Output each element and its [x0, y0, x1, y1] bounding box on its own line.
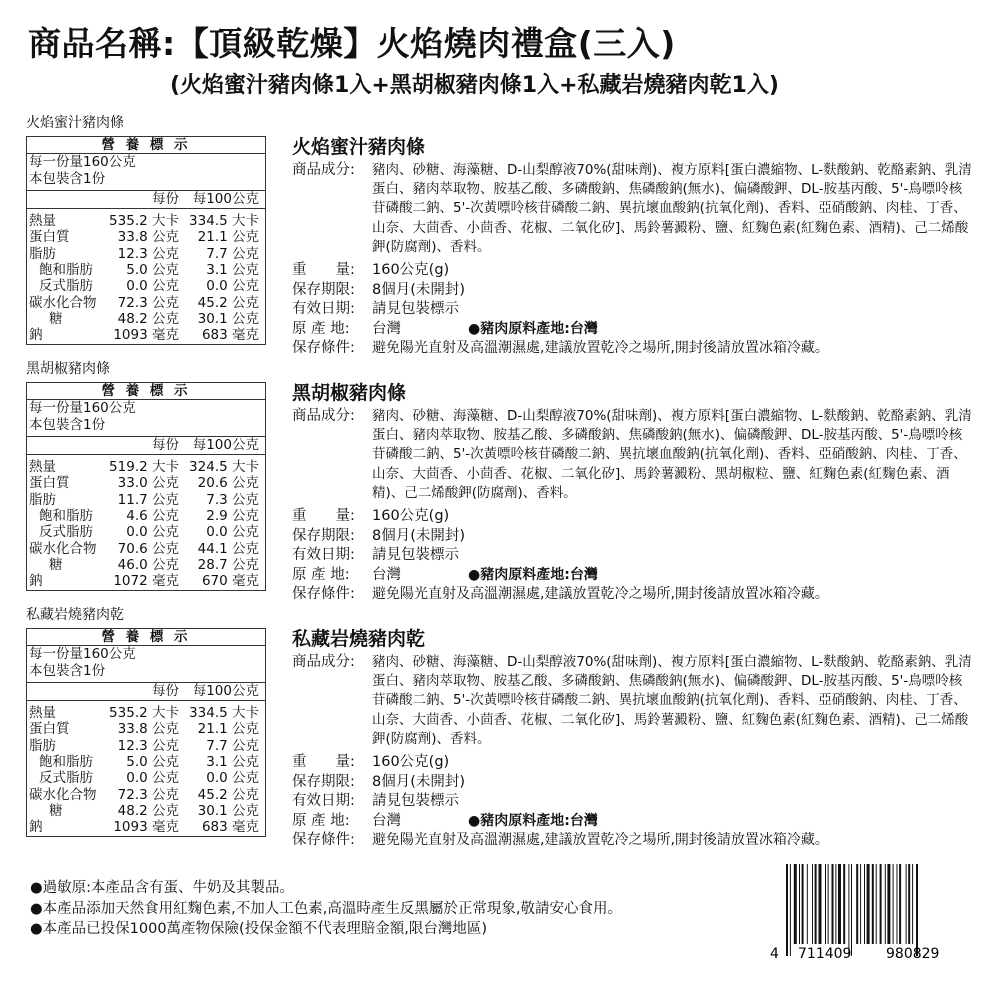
- weight-value: 160公克(g): [372, 262, 450, 279]
- per-100g-value: 30.1 公克: [197, 802, 259, 819]
- nutrient-name: 熱量: [29, 459, 56, 476]
- barcode-bar: [802, 864, 804, 944]
- nutrition-table: [26, 136, 266, 345]
- barcode-bar: [838, 864, 841, 944]
- barcode-bar: [851, 864, 852, 956]
- nutrient-name: 蛋白質: [29, 229, 70, 246]
- nutrition-row: [27, 246, 265, 262]
- per-serving-value: 72.3 公克: [117, 786, 179, 803]
- barcode-bar: [799, 864, 800, 944]
- nutrition-table: [26, 628, 266, 837]
- shelf-life-value: 8個月(未開封): [372, 281, 466, 298]
- ingredients-label: 商品成分:: [292, 408, 355, 424]
- per-100g-value: 44.1 公克: [197, 540, 259, 557]
- per-100g-value: 21.1 公克: [197, 721, 259, 738]
- expiry-value: 請見包裝標示: [372, 793, 459, 810]
- note-coloring: ●本產品添加天然食用紅麴色素,不加人工色素,高溫時產生反黑屬於正常現象,敬請安心食用。: [30, 900, 622, 917]
- barcode-bar: [812, 864, 813, 944]
- nutrition-row: [27, 508, 265, 524]
- per-serving-value: 0.0 公克: [126, 524, 179, 541]
- nutrient-name: 飽和脂肪: [39, 508, 93, 525]
- per-100g-value: 324.5 大卡: [189, 459, 259, 476]
- per-serving-value: 1072 毫克: [113, 573, 179, 590]
- nutrient-name: 糖: [49, 310, 63, 327]
- per-100g-value: 2.9 公克: [206, 508, 259, 525]
- barcode-bar: [807, 864, 808, 944]
- barcode-bar: [885, 864, 886, 944]
- per-100g-value: 45.2 公克: [197, 786, 259, 803]
- nutrition-header: 營 養 標 示: [27, 137, 265, 154]
- per-serving-value: 535.2 大卡: [109, 705, 179, 722]
- nutrition-row: [27, 492, 265, 508]
- per-serving-value: 4.6 公克: [126, 508, 179, 525]
- col-per-100g: 每100公克: [192, 190, 259, 207]
- per-serving-value: 48.2 公克: [117, 310, 179, 327]
- per-100g-value: 334.5 大卡: [189, 705, 259, 722]
- barcode-bar: [893, 864, 894, 944]
- product-info: [292, 132, 972, 359]
- per-100g-value: 21.1 公克: [197, 229, 259, 246]
- per-serving-value: 48.2 公克: [117, 802, 179, 819]
- nutrition-row: [27, 327, 265, 343]
- expiry-label: 有效日期:: [292, 793, 355, 810]
- origin-value: 台灣: [372, 566, 401, 583]
- expiry-label: 有效日期:: [292, 547, 355, 564]
- nutrition-column-headers: [27, 190, 265, 209]
- nutrition-row: [27, 770, 265, 786]
- product-name: 火焰蜜汁豬肉條: [292, 136, 426, 158]
- product-info: [292, 378, 972, 605]
- nutrition-header: 營 養 標 示: [27, 383, 265, 400]
- per-serving-value: 5.0 公克: [126, 262, 179, 279]
- nutrition-row: [27, 524, 265, 540]
- per-serving-value: 0.0 公克: [126, 278, 179, 295]
- col-per-100g: 每100公克: [192, 436, 259, 453]
- barcode-bar: [872, 864, 874, 944]
- nutrition-row: [27, 278, 265, 294]
- product-name: 私藏岩燒豬肉乾: [292, 628, 426, 650]
- per-100g-value: 670 毫克: [201, 573, 259, 590]
- origin-value: 台灣: [372, 812, 401, 829]
- barcode-bar: [856, 864, 858, 944]
- meat-origin: ●豬肉原料產地:台灣: [468, 566, 598, 583]
- meat-origin: ●豬肉原料產地:台灣: [468, 812, 598, 829]
- barcode-group-left: 711409: [798, 946, 852, 962]
- per-serving-value: 33.8 公克: [117, 721, 179, 738]
- col-per-serving: 每份: [152, 682, 179, 699]
- product-name: 黑胡椒豬肉條: [292, 382, 407, 404]
- barcode-bar: [835, 864, 836, 944]
- barcode-bar: [790, 864, 791, 956]
- ingredients-text: 豬肉、砂糖、海藻糖、D-山梨醇液70%(甜味劑)、複方原料[蛋白濃縮物、L-麩酸鈉、乾酪素鈉、乳清蛋白、豬肉萃取物、胺基乙酸、多磷酸鈉、焦磷酸鈉(無水)、偏磷酸鉀、DL-胺基丙酸、5'-鳥嘌呤核苷磷酸二鈉、5'-次黃嘌呤核苷磷酸二鈉、異抗壞血酸鈉(抗氧化劑)、香料、亞硝酸鈉、肉桂、丁香、山奈、大茴香、小茴香、花椒、二氧化矽]、馬鈴薯澱粉、鹽、紅麴色素(紅麴色素、酒精)、己二烯酸鉀(防腐劑)、香料。: [372, 162, 972, 255]
- shelf-life-label: 保存期限:: [292, 281, 355, 298]
- per-serving-value: 11.7 公克: [117, 491, 179, 508]
- nutrition-table: [26, 382, 266, 591]
- per-serving-value: 33.8 公克: [117, 229, 179, 246]
- ingredients-label: 商品成分:: [292, 654, 355, 670]
- nutrient-name: 鈉: [29, 819, 43, 836]
- note-insurance: ●本產品已投保1000萬產物保險(投保金額不代表理賠金額,限台灣地區): [30, 921, 487, 937]
- per-100g-value: 7.7 公克: [206, 245, 259, 262]
- nutrient-name: 反式脂肪: [39, 770, 93, 787]
- nutrition-row: [27, 213, 265, 229]
- nutrient-name: 碳水化合物: [29, 294, 97, 311]
- nutrition-column-headers: [27, 682, 265, 701]
- nutrition-row: [27, 541, 265, 557]
- expiry-value: 請見包裝標示: [372, 301, 459, 318]
- origin-label: 原 產 地:: [292, 566, 350, 583]
- nutrient-name: 反式脂肪: [39, 278, 93, 295]
- storage-value: 避免陽光直射及高溫潮濕處,建議放置乾冷之場所,開封後請放置冰箱冷藏。: [372, 340, 829, 357]
- col-per-serving: 每份: [152, 190, 179, 207]
- per-100g-value: 0.0 公克: [206, 770, 259, 787]
- page-subtitle: (火焰蜜汁豬肉條1入+黑胡椒豬肉條1入+私藏岩燒豬肉乾1入): [170, 73, 779, 98]
- barcode-bar: [908, 864, 910, 944]
- barcode-bar: [815, 864, 817, 944]
- per-100g-value: 334.5 大卡: [189, 213, 259, 230]
- nutrient-name: 熱量: [29, 705, 56, 722]
- expiry-value: 請見包裝標示: [372, 547, 459, 564]
- per-serving-value: 5.0 公克: [126, 754, 179, 771]
- per-100g-value: 0.0 公克: [206, 278, 259, 295]
- serving-size: 每一份量160公克: [29, 646, 136, 663]
- nutrition-column-headers: [27, 436, 265, 455]
- barcode-bar: [860, 864, 861, 944]
- per-100g-value: 45.2 公克: [197, 294, 259, 311]
- nutrient-name: 鈉: [29, 573, 43, 590]
- origin-value: 台灣: [372, 320, 401, 337]
- barcode-bar: [843, 864, 845, 944]
- product-info: [292, 624, 972, 851]
- nutrition-row: [27, 311, 265, 327]
- nutrient-name: 鈉: [29, 327, 43, 344]
- per-serving-value: 12.3 公克: [117, 245, 179, 262]
- expiry-label: 有效日期:: [292, 301, 355, 318]
- barcode-bar: [864, 864, 865, 944]
- col-per-100g: 每100公克: [192, 682, 259, 699]
- serving-size: 每一份量160公克: [29, 154, 136, 171]
- barcode-digit-first: 4: [770, 946, 779, 962]
- per-100g-value: 3.1 公克: [206, 754, 259, 771]
- per-100g-value: 7.3 公克: [206, 491, 259, 508]
- weight-label: 重 量:: [292, 262, 355, 279]
- weight-value: 160公克(g): [372, 508, 450, 525]
- per-serving-value: 535.2 大卡: [109, 213, 179, 230]
- weight-label: 重 量:: [292, 508, 355, 525]
- barcode-bar: [825, 864, 826, 944]
- per-serving-value: 1093 毫克: [113, 327, 179, 344]
- nutrition-row: [27, 738, 265, 754]
- nutrient-name: 蛋白質: [29, 721, 70, 738]
- shelf-life-label: 保存期限:: [292, 773, 355, 790]
- section-label: 黑胡椒豬肉條: [26, 361, 110, 377]
- barcode-bar: [916, 864, 918, 956]
- barcode-bar: [899, 864, 901, 944]
- per-serving-value: 12.3 公克: [117, 737, 179, 754]
- per-100g-value: 683 毫克: [201, 327, 259, 344]
- nutrient-name: 飽和脂肪: [39, 754, 93, 771]
- barcode-bar: [887, 864, 890, 944]
- shelf-life-value: 8個月(未開封): [372, 527, 466, 544]
- barcode-bar: [794, 864, 797, 944]
- page-title: 商品名稱:【頂級乾燥】火焰燒肉禮盒(三入): [28, 24, 676, 63]
- nutrition-row: [27, 475, 265, 491]
- per-serving-value: 46.0 公克: [117, 556, 179, 573]
- weight-label: 重 量:: [292, 754, 355, 771]
- nutrition-row: [27, 295, 265, 311]
- nutrient-name: 糖: [49, 556, 63, 573]
- per-100g-value: 20.6 公克: [197, 475, 259, 492]
- nutrient-name: 碳水化合物: [29, 786, 97, 803]
- storage-label: 保存條件:: [292, 586, 355, 603]
- notes: [30, 878, 622, 940]
- note-allergen: ●過敏原:本產品含有蛋、牛奶及其製品。: [30, 880, 295, 896]
- per-serving-value: 70.6 公克: [117, 540, 179, 557]
- ingredients-text: 豬肉、砂糖、海藻糖、D-山梨醇液70%(甜味劑)、複方原料[蛋白濃縮物、L-麩酸鈉、乾酪素鈉、乳清蛋白、豬肉萃取物、胺基乙酸、多磷酸鈉、焦磷酸鈉(無水)、偏磷酸鉀、DL-胺基丙酸、5'-鳥嘌呤核苷磷酸二鈉、5'-次黃嘌呤核苷磷酸二鈉、異抗壞血酸鈉(抗氧化劑)、香料、亞硝酸鈉、肉桂、丁香、山奈、大茴香、小茴香、花椒、二氧化矽]、馬鈴薯澱粉、黑胡椒粒、鹽、紅麴色素(紅麴色素、酒精)、己二烯酸鉀(防腐劑)、香料。: [372, 408, 972, 501]
- nutrition-row: [27, 705, 265, 721]
- servings-per-package: 本包裝含1份: [29, 662, 106, 679]
- barcode-bar: [828, 864, 829, 944]
- barcode-bar: [876, 864, 877, 944]
- nutrient-name: 飽和脂肪: [39, 262, 93, 279]
- per-serving-value: 33.0 公克: [117, 475, 179, 492]
- servings-per-package: 本包裝含1份: [29, 416, 106, 433]
- nutrition-row: [27, 803, 265, 819]
- per-100g-value: 3.1 公克: [206, 262, 259, 279]
- barcode-bar: [912, 864, 913, 944]
- ingredients-text: 豬肉、砂糖、海藻糖、D-山梨醇液70%(甜味劑)、複方原料[蛋白濃縮物、L-麩酸鈉、乾酪素鈉、乳清蛋白、豬肉萃取物、胺基乙酸、多磷酸鈉、焦磷酸鈉(無水)、偏磷酸鉀、DL-胺基丙酸、5'-鳥嘌呤核苷磷酸二鈉、5'-次黃嘌呤核苷磷酸二鈉、異抗壞血酸鈉(抗氧化劑)、香料、亞硝酸鈉、肉桂、丁香、山奈、大茴香、小茴香、花椒、二氧化矽]、馬鈴薯澱粉、鹽、紅麴色素(紅麴色素、酒精)、己二烯酸鉀(防腐劑)、香料。: [372, 654, 972, 747]
- nutrition-row: [27, 229, 265, 245]
- nutrition-row: [27, 459, 265, 475]
- per-100g-value: 7.7 公克: [206, 737, 259, 754]
- nutrient-name: 熱量: [29, 213, 56, 230]
- nutrient-name: 脂肪: [29, 737, 56, 754]
- serving-size: 每一份量160公克: [29, 400, 136, 417]
- nutrient-name: 脂肪: [29, 245, 56, 262]
- storage-label: 保存條件:: [292, 832, 355, 849]
- section-label: 火焰蜜汁豬肉條: [26, 115, 124, 131]
- nutrition-row: [27, 573, 265, 589]
- barcode-bars: [786, 864, 918, 956]
- nutrition-row: [27, 262, 265, 278]
- meat-origin: ●豬肉原料產地:台灣: [468, 320, 598, 337]
- nutrient-name: 碳水化合物: [29, 540, 97, 557]
- nutrient-name: 反式脂肪: [39, 524, 93, 541]
- barcode-bar: [819, 864, 822, 944]
- shelf-life-value: 8個月(未開封): [372, 773, 466, 790]
- nutrition-row: [27, 754, 265, 770]
- storage-value: 避免陽光直射及高溫潮濕處,建議放置乾冷之場所,開封後請放置冰箱冷藏。: [372, 832, 829, 849]
- weight-value: 160公克(g): [372, 754, 450, 771]
- nutrition-row: [27, 819, 265, 835]
- nutrient-name: 蛋白質: [29, 475, 70, 492]
- origin-label: 原 產 地:: [292, 320, 350, 337]
- per-100g-value: 30.1 公克: [197, 310, 259, 327]
- barcode-group-right: 980829: [886, 946, 940, 962]
- nutrient-name: 脂肪: [29, 491, 56, 508]
- nutrient-name: 糖: [49, 802, 63, 819]
- nutrition-row: [27, 557, 265, 573]
- col-per-serving: 每份: [152, 436, 179, 453]
- nutrition-header: 營 養 標 示: [27, 629, 265, 646]
- barcode-bar: [906, 864, 907, 944]
- nutrition-row: [27, 787, 265, 803]
- barcode-bar: [832, 864, 834, 944]
- servings-per-package: 本包裝含1份: [29, 170, 106, 187]
- section-label: 私藏岩燒豬肉乾: [26, 607, 124, 623]
- barcode-bar: [848, 864, 849, 956]
- per-100g-value: 0.0 公克: [206, 524, 259, 541]
- per-serving-value: 1093 毫克: [113, 819, 179, 836]
- per-serving-value: 519.2 大卡: [109, 459, 179, 476]
- per-serving-value: 72.3 公克: [117, 294, 179, 311]
- per-100g-value: 683 毫克: [201, 819, 259, 836]
- barcode-bar: [786, 864, 788, 956]
- per-serving-value: 0.0 公克: [126, 770, 179, 787]
- per-100g-value: 28.7 公克: [197, 556, 259, 573]
- shelf-life-label: 保存期限:: [292, 527, 355, 544]
- barcode-bar: [880, 864, 882, 944]
- nutrition-row: [27, 721, 265, 737]
- barcode-bar: [897, 864, 898, 944]
- barcode-bar: [867, 864, 870, 944]
- origin-label: 原 產 地:: [292, 812, 350, 829]
- ingredients-label: 商品成分:: [292, 162, 355, 178]
- storage-label: 保存條件:: [292, 340, 355, 357]
- barcode: [768, 862, 958, 962]
- storage-value: 避免陽光直射及高溫潮濕處,建議放置乾冷之場所,開封後請放置冰箱冷藏。: [372, 586, 829, 603]
